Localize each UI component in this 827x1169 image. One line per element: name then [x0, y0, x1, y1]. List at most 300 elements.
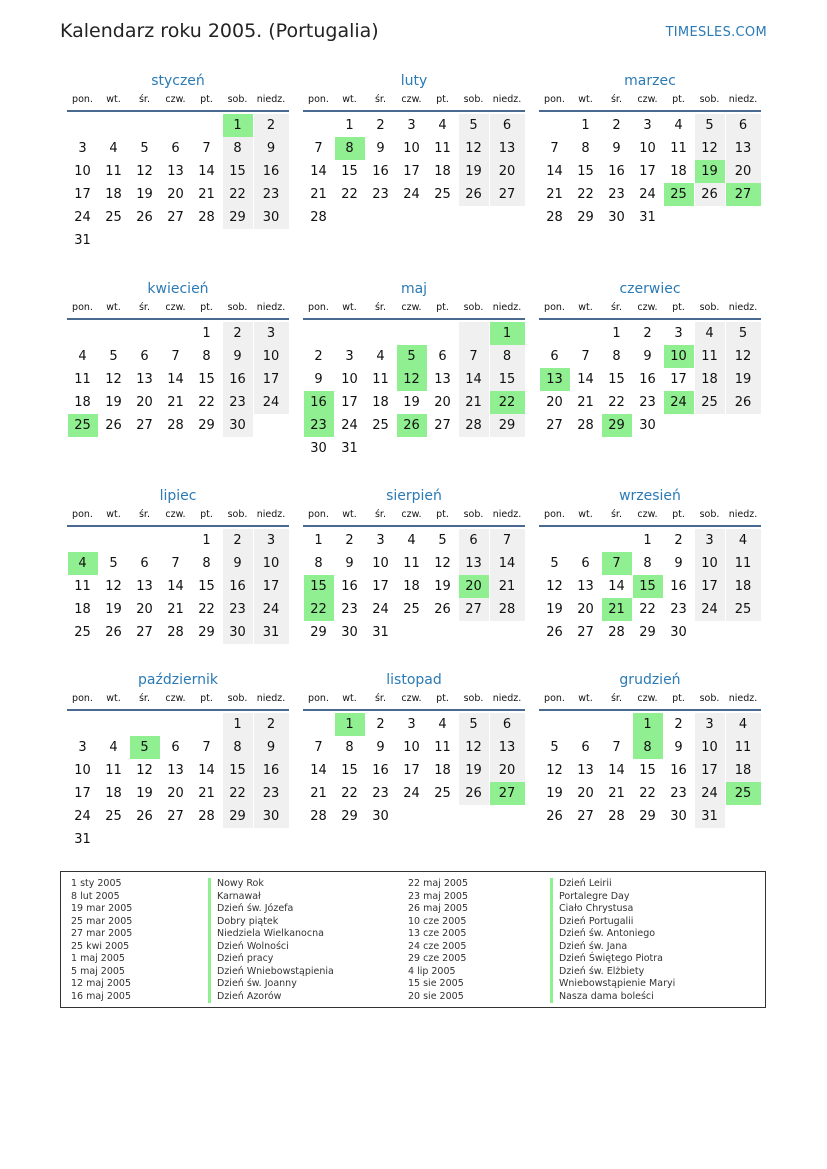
day-cell: 10 [403, 141, 420, 156]
day-cell: 4 [438, 118, 447, 133]
day-cell: 23 [608, 187, 625, 202]
legend-holiday-name: Nowy Rok [208, 878, 334, 891]
day-cell: 18 [726, 759, 761, 782]
day-cell: 16 [372, 164, 389, 179]
empty-day-cell [540, 114, 570, 137]
empty-day-cell [726, 206, 761, 229]
day-cell: 1 [643, 533, 652, 548]
weekday-label: pt. [672, 509, 685, 520]
weekday-label: niedz. [492, 693, 522, 704]
weekday-label: sob. [463, 509, 484, 520]
holiday-legend [60, 871, 766, 1008]
day-cell: 30 [639, 418, 656, 433]
day-cell: 4 [109, 141, 118, 156]
day-cell: 18 [670, 164, 687, 179]
day-cell: 5 [109, 556, 118, 571]
day-cell: 23 [223, 598, 253, 621]
weekday-label: pt. [200, 509, 213, 520]
day-cell: 27 [167, 210, 184, 225]
weekday-label: niedz. [492, 302, 522, 313]
day-cell: 8 [490, 345, 525, 368]
weekday-header [67, 300, 289, 320]
day-cell: 11 [74, 372, 91, 387]
day-cell: 6 [459, 529, 489, 552]
day-cell: 9 [376, 740, 385, 755]
day-cell: 20 [577, 602, 594, 617]
empty-day-cell [428, 206, 458, 229]
empty-day-cell [602, 713, 632, 736]
day-cell: 11 [434, 740, 451, 755]
day-cell: 23 [639, 395, 656, 410]
legend-holiday-name: Portalegre Day [550, 891, 675, 904]
empty-day-cell [459, 621, 489, 644]
day-cell: 5 [438, 533, 447, 548]
day-cell: 28 [608, 809, 625, 824]
day-cell: 22 [639, 786, 656, 801]
day-cell: 27 [434, 418, 451, 433]
month-name: luty [400, 73, 428, 89]
day-cell: 30 [670, 809, 687, 824]
day-cell: 4 [674, 118, 683, 133]
day-grid [67, 713, 289, 851]
empty-day-cell [161, 828, 191, 851]
weekday-label: niedz. [492, 509, 522, 520]
day-cell: 22 [608, 395, 625, 410]
day-cell: 8 [643, 556, 652, 571]
weekday-label: niedz. [728, 509, 758, 520]
empty-day-cell [304, 713, 334, 736]
day-cell: 2 [612, 118, 621, 133]
weekday-label: pon. [72, 509, 93, 520]
empty-day-cell [68, 322, 98, 345]
day-cell: 24 [403, 786, 420, 801]
day-cell: 26 [546, 625, 563, 640]
weekday-label: pon. [308, 509, 329, 520]
day-cell: 26 [695, 183, 725, 206]
month-9 [539, 485, 761, 644]
day-cell: 6 [581, 556, 590, 571]
weekday-label: wt. [578, 693, 593, 704]
day-cell: 10 [74, 763, 91, 778]
month-name: marzec [624, 73, 676, 89]
day-cell: 14 [167, 372, 184, 387]
day-cell: 5 [459, 713, 489, 736]
day-cell: 7 [171, 349, 180, 364]
day-cell: 31 [74, 832, 91, 847]
weekday-header [67, 92, 289, 112]
day-cell: 10 [403, 740, 420, 755]
day-cell: 11 [372, 372, 389, 387]
weekday-label: śr. [374, 94, 386, 105]
empty-day-cell [397, 206, 427, 229]
day-cell: 28 [310, 210, 327, 225]
empty-day-cell [695, 206, 725, 229]
empty-day-cell [130, 322, 160, 345]
day-cell: 13 [167, 763, 184, 778]
day-cell: 12 [726, 345, 761, 368]
legend-holiday-name: Dzień Azorów [208, 991, 334, 1004]
weekday-header [539, 300, 761, 320]
month-11 [303, 669, 525, 828]
empty-day-cell [130, 828, 160, 851]
day-cell: 1 [345, 118, 354, 133]
day-cell: 15 [341, 164, 358, 179]
day-cell: 16 [670, 579, 687, 594]
day-cell: 12 [105, 372, 122, 387]
legend-date: 1 maj 2005 [71, 953, 125, 964]
day-cell: 9 [223, 552, 253, 575]
weekday-label: niedz. [728, 693, 758, 704]
day-cell: 13 [726, 137, 761, 160]
weekday-label: wt. [106, 94, 121, 105]
day-cell: 25 [105, 210, 122, 225]
day-cell: 13 [490, 137, 525, 160]
day-cell: 16 [608, 164, 625, 179]
legend-date: 8 lut 2005 [71, 890, 120, 902]
empty-day-cell [99, 322, 129, 345]
empty-day-cell [695, 621, 725, 644]
empty-day-cell [540, 529, 570, 552]
day-cell: 6 [171, 740, 180, 755]
day-cell: 26 [459, 183, 489, 206]
day-cell: 15 [608, 372, 625, 387]
month-name: listopad [386, 672, 442, 688]
day-cell: 1 [581, 118, 590, 133]
day-grid [539, 713, 761, 828]
day-cell: 28 [459, 414, 489, 437]
legend-date: 20 sie 2005 [408, 990, 464, 1002]
day-cell: 28 [577, 418, 594, 433]
day-cell: 22 [639, 602, 656, 617]
day-cell: 24 [695, 598, 725, 621]
day-cell: 6 [581, 740, 590, 755]
day-cell: 29 [198, 418, 215, 433]
day-cell: 10 [254, 552, 289, 575]
day-grid [303, 529, 525, 644]
day-cell: 13 [434, 372, 451, 387]
day-cell: 9 [345, 556, 354, 571]
weekday-label: pt. [436, 693, 449, 704]
weekday-label: sob. [463, 94, 484, 105]
day-cell: 24 [695, 782, 725, 805]
day-cell: 11 [695, 345, 725, 368]
holiday-day-cell: 12 [397, 368, 427, 391]
day-cell: 28 [310, 809, 327, 824]
legend-date: 22 maj 2005 [408, 878, 469, 889]
day-cell: 21 [198, 187, 215, 202]
day-cell: 20 [167, 187, 184, 202]
day-cell: 15 [198, 579, 215, 594]
legend-holiday-name: Dzień św. Elżbiety [550, 966, 675, 979]
legend-date: 19 mar 2005 [71, 903, 133, 914]
day-cell: 18 [726, 575, 761, 598]
weekday-label: wt. [578, 302, 593, 313]
weekday-label: pon. [544, 693, 565, 704]
weekday-header [303, 691, 525, 711]
empty-day-cell [68, 713, 98, 736]
day-cell: 30 [254, 805, 289, 828]
legend-date: 13 cze 2005 [408, 928, 467, 939]
day-cell: 5 [140, 141, 149, 156]
weekday-label: pt. [436, 509, 449, 520]
day-cell: 23 [670, 602, 687, 617]
day-cell: 5 [550, 740, 559, 755]
day-cell: 31 [639, 210, 656, 225]
empty-day-cell [428, 322, 458, 345]
day-cell: 6 [140, 349, 149, 364]
empty-day-cell [726, 621, 761, 644]
holiday-day-cell: 15 [633, 575, 663, 598]
holiday-day-cell: 8 [335, 137, 365, 160]
day-cell: 9 [254, 736, 289, 759]
weekday-label: sob. [227, 509, 248, 520]
weekday-label: śr. [374, 509, 386, 520]
day-cell: 16 [223, 575, 253, 598]
weekday-label: wt. [578, 509, 593, 520]
day-cell: 26 [546, 809, 563, 824]
day-cell: 19 [459, 160, 489, 183]
day-cell: 8 [345, 740, 354, 755]
empty-day-cell [254, 828, 289, 851]
day-cell: 18 [74, 602, 91, 617]
day-cell: 17 [695, 575, 725, 598]
day-cell: 5 [109, 349, 118, 364]
day-cell: 19 [136, 187, 153, 202]
day-cell: 21 [577, 395, 594, 410]
weekday-label: wt. [106, 693, 121, 704]
empty-day-cell [726, 805, 761, 828]
legend-holiday-name: Dzień św. Antoniego [550, 928, 675, 941]
weekday-label: pt. [672, 693, 685, 704]
day-cell: 9 [254, 137, 289, 160]
day-cell: 25 [726, 598, 761, 621]
empty-day-cell [490, 805, 525, 828]
day-cell: 10 [695, 552, 725, 575]
day-cell: 21 [167, 602, 184, 617]
legend-names-left [208, 878, 334, 1003]
legend-holiday-name: Dzień św. Joanny [208, 978, 334, 991]
weekday-label: wt. [106, 302, 121, 313]
legend-holiday-name: Niedziela Wielkanocna [208, 928, 334, 941]
day-cell: 4 [407, 533, 416, 548]
day-cell: 29 [223, 805, 253, 828]
weekday-label: sob. [699, 302, 720, 313]
day-cell: 16 [670, 763, 687, 778]
month-name: grudzień [619, 672, 681, 688]
weekday-label: pon. [544, 302, 565, 313]
day-cell: 26 [459, 782, 489, 805]
day-cell: 18 [434, 763, 451, 778]
day-cell: 14 [608, 579, 625, 594]
day-cell: 12 [459, 736, 489, 759]
day-cell: 29 [198, 625, 215, 640]
day-cell: 17 [639, 164, 656, 179]
day-cell: 19 [459, 759, 489, 782]
day-cell: 12 [136, 763, 153, 778]
empty-day-cell [397, 621, 427, 644]
empty-day-cell [161, 114, 191, 137]
day-cell: 29 [639, 809, 656, 824]
empty-day-cell [366, 322, 396, 345]
day-cell: 17 [372, 579, 389, 594]
day-cell: 14 [459, 368, 489, 391]
holiday-day-cell: 22 [490, 391, 525, 414]
holiday-day-cell: 16 [304, 391, 334, 414]
day-cell: 2 [376, 717, 385, 732]
holiday-day-cell: 25 [726, 782, 761, 805]
day-cell: 8 [314, 556, 323, 571]
day-cell: 28 [546, 210, 563, 225]
legend-dates-right [408, 878, 468, 1003]
day-cell: 9 [376, 141, 385, 156]
empty-day-cell [68, 114, 98, 137]
day-cell: 25 [695, 391, 725, 414]
weekday-label: pon. [308, 94, 329, 105]
empty-day-cell [540, 322, 570, 345]
day-cell: 3 [376, 533, 385, 548]
weekday-label: wt. [342, 302, 357, 313]
day-cell: 15 [223, 759, 253, 782]
day-cell: 15 [490, 368, 525, 391]
legend-date: 10 cze 2005 [408, 915, 467, 927]
day-cell: 8 [581, 141, 590, 156]
day-cell: 9 [674, 556, 683, 571]
day-cell: 1 [202, 326, 211, 341]
day-cell: 15 [577, 164, 594, 179]
day-cell: 3 [78, 141, 87, 156]
empty-day-cell [192, 713, 222, 736]
holiday-day-cell: 23 [304, 414, 334, 437]
legend-holiday-name: Dzień Wolności [208, 941, 334, 954]
empty-day-cell [726, 414, 761, 437]
day-cell: 22 [223, 782, 253, 805]
day-cell: 4 [438, 717, 447, 732]
day-cell: 19 [403, 395, 420, 410]
day-cell: 2 [674, 533, 683, 548]
legend-date: 5 maj 2005 [71, 965, 125, 977]
weekday-label: niedz. [492, 94, 522, 105]
day-cell: 24 [254, 598, 289, 621]
day-cell: 11 [670, 141, 687, 156]
weekday-label: pon. [308, 693, 329, 704]
holiday-day-cell: 7 [602, 552, 632, 575]
day-cell: 25 [74, 625, 91, 640]
weekday-label: śr. [610, 509, 622, 520]
day-cell: 19 [726, 368, 761, 391]
day-cell: 10 [74, 164, 91, 179]
day-cell: 23 [223, 391, 253, 414]
day-cell: 20 [726, 160, 761, 183]
month-8 [303, 485, 525, 644]
day-cell: 4 [109, 740, 118, 755]
day-cell: 9 [612, 141, 621, 156]
weekday-header [303, 507, 525, 527]
day-cell: 8 [202, 556, 211, 571]
legend-holiday-name: Dzień Wniebowstąpienia [208, 966, 334, 979]
day-cell: 19 [546, 602, 563, 617]
weekday-label: pt. [200, 94, 213, 105]
brand-link[interactable]: TIMESLES.COM [665, 25, 767, 40]
empty-day-cell [99, 529, 129, 552]
holiday-day-cell: 1 [633, 713, 663, 736]
weekday-label: sob. [227, 94, 248, 105]
legend-names-right [550, 878, 675, 1003]
day-cell: 9 [643, 349, 652, 364]
day-cell: 17 [670, 372, 687, 387]
day-cell: 31 [254, 621, 289, 644]
day-cell: 11 [726, 736, 761, 759]
weekday-label: śr. [138, 509, 150, 520]
day-cell: 16 [341, 579, 358, 594]
day-cell: 10 [639, 141, 656, 156]
day-cell: 16 [372, 763, 389, 778]
weekday-label: pon. [72, 94, 93, 105]
day-grid [539, 322, 761, 437]
day-cell: 25 [403, 602, 420, 617]
day-cell: 15 [198, 372, 215, 387]
day-cell: 12 [546, 763, 563, 778]
day-cell: 13 [167, 164, 184, 179]
day-cell: 6 [171, 141, 180, 156]
day-grid [67, 322, 289, 437]
day-cell: 7 [314, 141, 323, 156]
empty-day-cell [695, 414, 725, 437]
legend-date: 23 maj 2005 [408, 890, 469, 902]
empty-day-cell [459, 322, 489, 345]
empty-day-cell [397, 805, 427, 828]
weekday-header [539, 92, 761, 112]
day-cell: 31 [74, 233, 91, 248]
day-cell: 6 [490, 114, 525, 137]
weekday-label: wt. [578, 94, 593, 105]
day-cell: 14 [608, 763, 625, 778]
day-cell: 30 [341, 625, 358, 640]
day-cell: 27 [167, 809, 184, 824]
day-cell: 4 [695, 322, 725, 345]
legend-holiday-name: Dzień Portugalii [550, 916, 675, 929]
day-cell: 9 [674, 740, 683, 755]
day-cell: 7 [171, 556, 180, 571]
day-cell: 30 [310, 441, 327, 456]
empty-day-cell [571, 322, 601, 345]
empty-day-cell [540, 713, 570, 736]
empty-day-cell [571, 713, 601, 736]
day-cell: 21 [608, 786, 625, 801]
legend-date: 24 cze 2005 [408, 940, 467, 952]
day-cell: 23 [254, 782, 289, 805]
legend-date: 4 lip 2005 [408, 965, 456, 977]
day-cell: 17 [341, 395, 358, 410]
weekday-label: czw. [401, 509, 422, 520]
day-cell: 12 [459, 137, 489, 160]
weekday-label: czw. [165, 693, 186, 704]
weekday-label: śr. [610, 302, 622, 313]
day-cell: 21 [490, 575, 525, 598]
day-cell: 19 [136, 786, 153, 801]
day-cell: 5 [459, 114, 489, 137]
empty-day-cell [99, 229, 129, 252]
day-cell: 11 [403, 556, 420, 571]
day-cell: 5 [695, 114, 725, 137]
legend-date: 27 mar 2005 [71, 928, 133, 939]
empty-day-cell [459, 805, 489, 828]
empty-day-cell [571, 529, 601, 552]
empty-day-cell [459, 437, 489, 460]
day-cell: 3 [78, 740, 87, 755]
day-cell: 20 [167, 786, 184, 801]
day-cell: 16 [254, 759, 289, 782]
day-cell: 12 [546, 579, 563, 594]
